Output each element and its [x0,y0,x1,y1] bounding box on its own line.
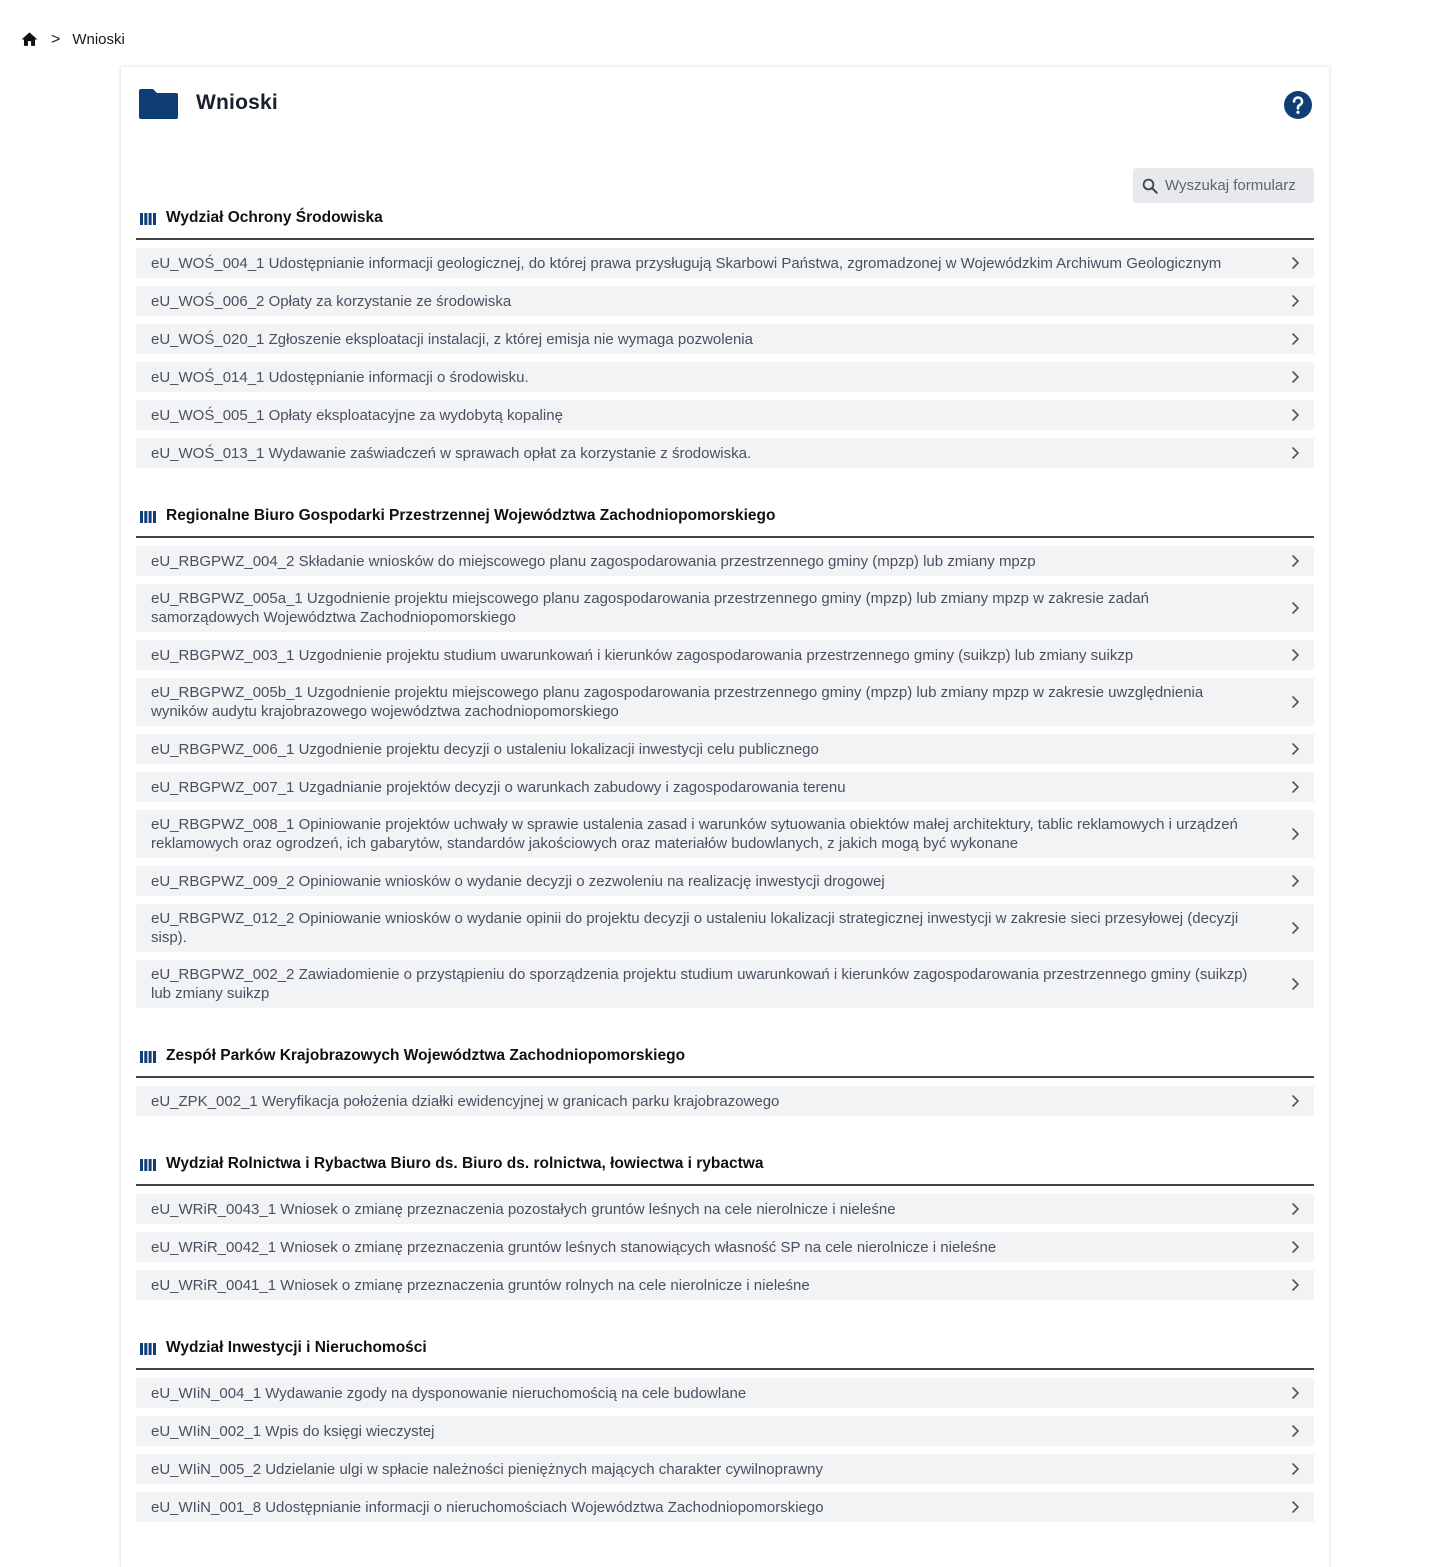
form-list-item[interactable] [136,584,1314,632]
form-list-item[interactable] [136,960,1314,1008]
form-list-item[interactable] [136,678,1314,726]
section-heading [136,1045,1314,1067]
chevron-right-icon [1290,554,1300,568]
chevron-right-icon [1290,874,1300,888]
form-item-label: eU_RBGPWZ_012_2 Opiniowanie wniosków o wydanie opinii do projektu decyzji o ustaleniu lokalizacji strategicznej inwestycji w zakresie sieci przesyłowej (decyzji sisp). [151,910,1239,946]
chevron-right-icon [1290,921,1300,935]
form-item-label: eU_WIiN_001_8 Udostępnianie informacji o nieruchomościach Województwa Zachodniopomorskiego [151,1498,824,1516]
form-item-label: eU_WOŚ_004_1 Udostępnianie informacji geologicznej, do której prawa przysługują Skarbowi Państwa, zgromadzonej w Wojewódzkim Archiwum Geologicznym [151,254,1222,272]
chevron-right-icon [1290,1424,1300,1438]
folder-icon [139,87,178,119]
form-item-label: eU_WOŚ_006_2 Opłaty za korzystanie ze środowiska [151,292,512,310]
sections-list [136,207,1314,1530]
section-spacer [136,1016,1314,1045]
form-item-label: eU_RBGPWZ_004_2 Składanie wniosków do miejscowego planu zagospodarowania przestrzennego gminy (mpzp) lub zmiany mpzp [151,552,1036,570]
form-item-label: eU_RBGPWZ_007_1 Uzgadnianie projektów decyzji o warunkach zabudowy i zagospodarowania terenu [151,778,846,796]
form-section [136,1045,1314,1116]
form-item-label: eU_WIiN_002_1 Wpis do księgi wieczystej [151,1422,435,1440]
books-icon [140,1050,156,1062]
form-list-item[interactable] [136,1454,1314,1484]
form-section [136,207,1314,468]
form-list-item[interactable] [136,1416,1314,1446]
search-box [1133,168,1314,203]
chevron-right-icon [1290,408,1300,422]
chevron-right-icon [1290,780,1300,794]
form-item-label: eU_RBGPWZ_009_2 Opiniowanie wniosków o wydanie decyzji o zezwoleniu na realizację inwestycji drogowej [151,872,885,890]
section-divider [136,1368,1314,1370]
form-list-item[interactable] [136,438,1314,468]
chevron-right-icon [1290,695,1300,709]
chevron-right-icon [1290,1278,1300,1292]
form-item-label: eU_RBGPWZ_008_1 Opiniowanie projektów uchwały w sprawie ustalenia zasad i warunków sytuowania obiektów małej architektury, tablic reklamowych i urządzeń reklamowych oraz ogrodzeń, ich gabarytów, standardów jakościowych oraz materiałów budowlanych, z jakich mogą być wykonane [151,816,1238,852]
home-icon[interactable] [20,30,39,49]
breadcrumb-current: Wnioski [72,31,125,48]
form-section [136,505,1314,1008]
forms-panel [121,67,1329,1567]
section-title: Regionalne Biuro Gospodarki Przestrzennej Województwa Zachodniopomorskiego [166,507,776,524]
section-divider [136,238,1314,240]
section-heading [136,207,1314,229]
section-spacer [136,476,1314,505]
search-icon [1141,177,1159,195]
chevron-right-icon [1290,648,1300,662]
form-item-label: eU_WOŚ_005_1 Opłaty eksploatacyjne za wydobytą kopalinę [151,406,563,424]
form-item-label: eU_WOŚ_020_1 Zgłoszenie eksploatacji instalacji, z której emisja nie wymaga pozwolenia [151,330,753,348]
section-divider [136,1076,1314,1078]
form-list-item[interactable] [136,772,1314,802]
form-list-item[interactable] [136,1232,1314,1262]
form-list-item[interactable] [136,248,1314,278]
form-list-item[interactable] [136,640,1314,670]
form-item-label: eU_WRiR_0043_1 Wniosek o zmianę przeznaczenia pozostałych gruntów leśnych na cele nierolnicze i nieleśne [151,1200,896,1218]
form-list-item[interactable] [136,1492,1314,1522]
form-list-item[interactable] [136,734,1314,764]
chevron-right-icon [1290,742,1300,756]
form-item-label: eU_WOŚ_013_1 Wydawanie zaświadczeń w sprawach opłat za korzystanie z środowiska. [151,444,752,462]
form-item-label: eU_WIiN_004_1 Wydawanie zgody na dysponowanie nieruchomością na cele budowlane [151,1384,747,1402]
form-item-label: eU_WRiR_0042_1 Wniosek o zmianę przeznaczenia gruntów leśnych stanowiących własność SP na cele nierolnicze i nieleśne [151,1238,997,1256]
form-item-label: eU_RBGPWZ_005a_1 Uzgodnienie projektu miejscowego planu zagospodarowania przestrzennego gminy (mpzp) lub zmiany mpzp w zakresie zadań samorządowych Województwa Zachodniopomorskiego [151,590,1150,626]
chevron-right-icon [1290,1094,1300,1108]
section-spacer [136,1308,1314,1337]
section-heading [136,505,1314,527]
form-item-label: eU_RBGPWZ_005b_1 Uzgodnienie projektu miejscowego planu zagospodarowania przestrzennego gminy (mpzp) lub zmiany mpzp w zakresie uwzględnienia wyników audytu krajobrazowego województwa zachodniopomorskiego [151,684,1204,720]
panel-header [139,87,278,119]
chevron-right-icon [1290,1202,1300,1216]
form-section [136,1337,1314,1522]
help-icon[interactable] [1283,90,1313,120]
form-list-item[interactable] [136,362,1314,392]
form-list-item[interactable] [136,286,1314,316]
section-heading [136,1153,1314,1175]
search-input[interactable] [1165,177,1305,194]
chevron-right-icon [1290,332,1300,346]
form-section [136,1153,1314,1300]
books-icon [140,212,156,224]
form-item-label: eU_WIiN_005_2 Udzielanie ulgi w spłacie należności pieniężnych mających charakter cywilnoprawny [151,1460,823,1478]
books-icon [140,1342,156,1354]
form-list-item[interactable] [136,1086,1314,1116]
books-icon [140,1158,156,1170]
form-list-item[interactable] [136,400,1314,430]
form-item-label: eU_ZPK_002_1 Weryfikacja położenia działki ewidencyjnej w granicach parku krajobrazowego [151,1092,780,1110]
page-title: Wnioski [196,91,278,114]
chevron-right-icon [1290,827,1300,841]
section-spacer [136,1124,1314,1153]
form-item-label: eU_RBGPWZ_006_1 Uzgodnienie projektu decyzji o ustaleniu lokalizacji inwestycji celu publicznego [151,740,819,758]
chevron-right-icon [1290,446,1300,460]
form-item-label: eU_RBGPWZ_002_2 Zawiadomienie o przystąpieniu do sporządzenia projektu studium uwarunkowań i kierunków zagospodarowania przestrzennego gminy (suikzp) lub zmiany suikzp [151,966,1248,1002]
form-list-item[interactable] [136,546,1314,576]
form-list-item[interactable] [136,1194,1314,1224]
section-title: Zespół Parków Krajobrazowych Województwa Zachodniopomorskiego [166,1047,686,1064]
form-list-item[interactable] [136,866,1314,896]
form-list-item[interactable] [136,324,1314,354]
chevron-right-icon [1290,1386,1300,1400]
section-heading [136,1337,1314,1359]
chevron-right-icon [1290,601,1300,615]
chevron-right-icon [1290,370,1300,384]
form-list-item[interactable] [136,1378,1314,1408]
chevron-right-icon [1290,1462,1300,1476]
section-title: Wydział Rolnictwa i Rybactwa Biuro ds. Biuro ds. rolnictwa, łowiectwa i rybactwa [166,1155,764,1172]
form-list-item[interactable] [136,1270,1314,1300]
form-item-label: eU_RBGPWZ_003_1 Uzgodnienie projektu studium uwarunkowań i kierunków zagospodarowania przestrzennego gminy (suikzp) lub zmiany suikzp [151,646,1134,664]
breadcrumb-separator: > [51,30,61,48]
section-divider [136,536,1314,538]
chevron-right-icon [1290,256,1300,270]
form-item-label: eU_WOŚ_014_1 Udostępnianie informacji o środowisku. [151,368,529,386]
chevron-right-icon [1290,1240,1300,1254]
section-divider [136,1184,1314,1186]
form-item-label: eU_WRiR_0041_1 Wniosek o zmianę przeznaczenia gruntów rolnych na cele nierolnicze i nieleśne [151,1276,810,1294]
chevron-right-icon [1290,977,1300,991]
breadcrumb [20,30,125,49]
chevron-right-icon [1290,294,1300,308]
section-title: Wydział Inwestycji i Nieruchomości [166,1339,427,1356]
form-list-item[interactable] [136,904,1314,952]
books-icon [140,510,156,522]
form-list-item[interactable] [136,810,1314,858]
section-title: Wydział Ochrony Środowiska [166,209,383,226]
chevron-right-icon [1290,1500,1300,1514]
